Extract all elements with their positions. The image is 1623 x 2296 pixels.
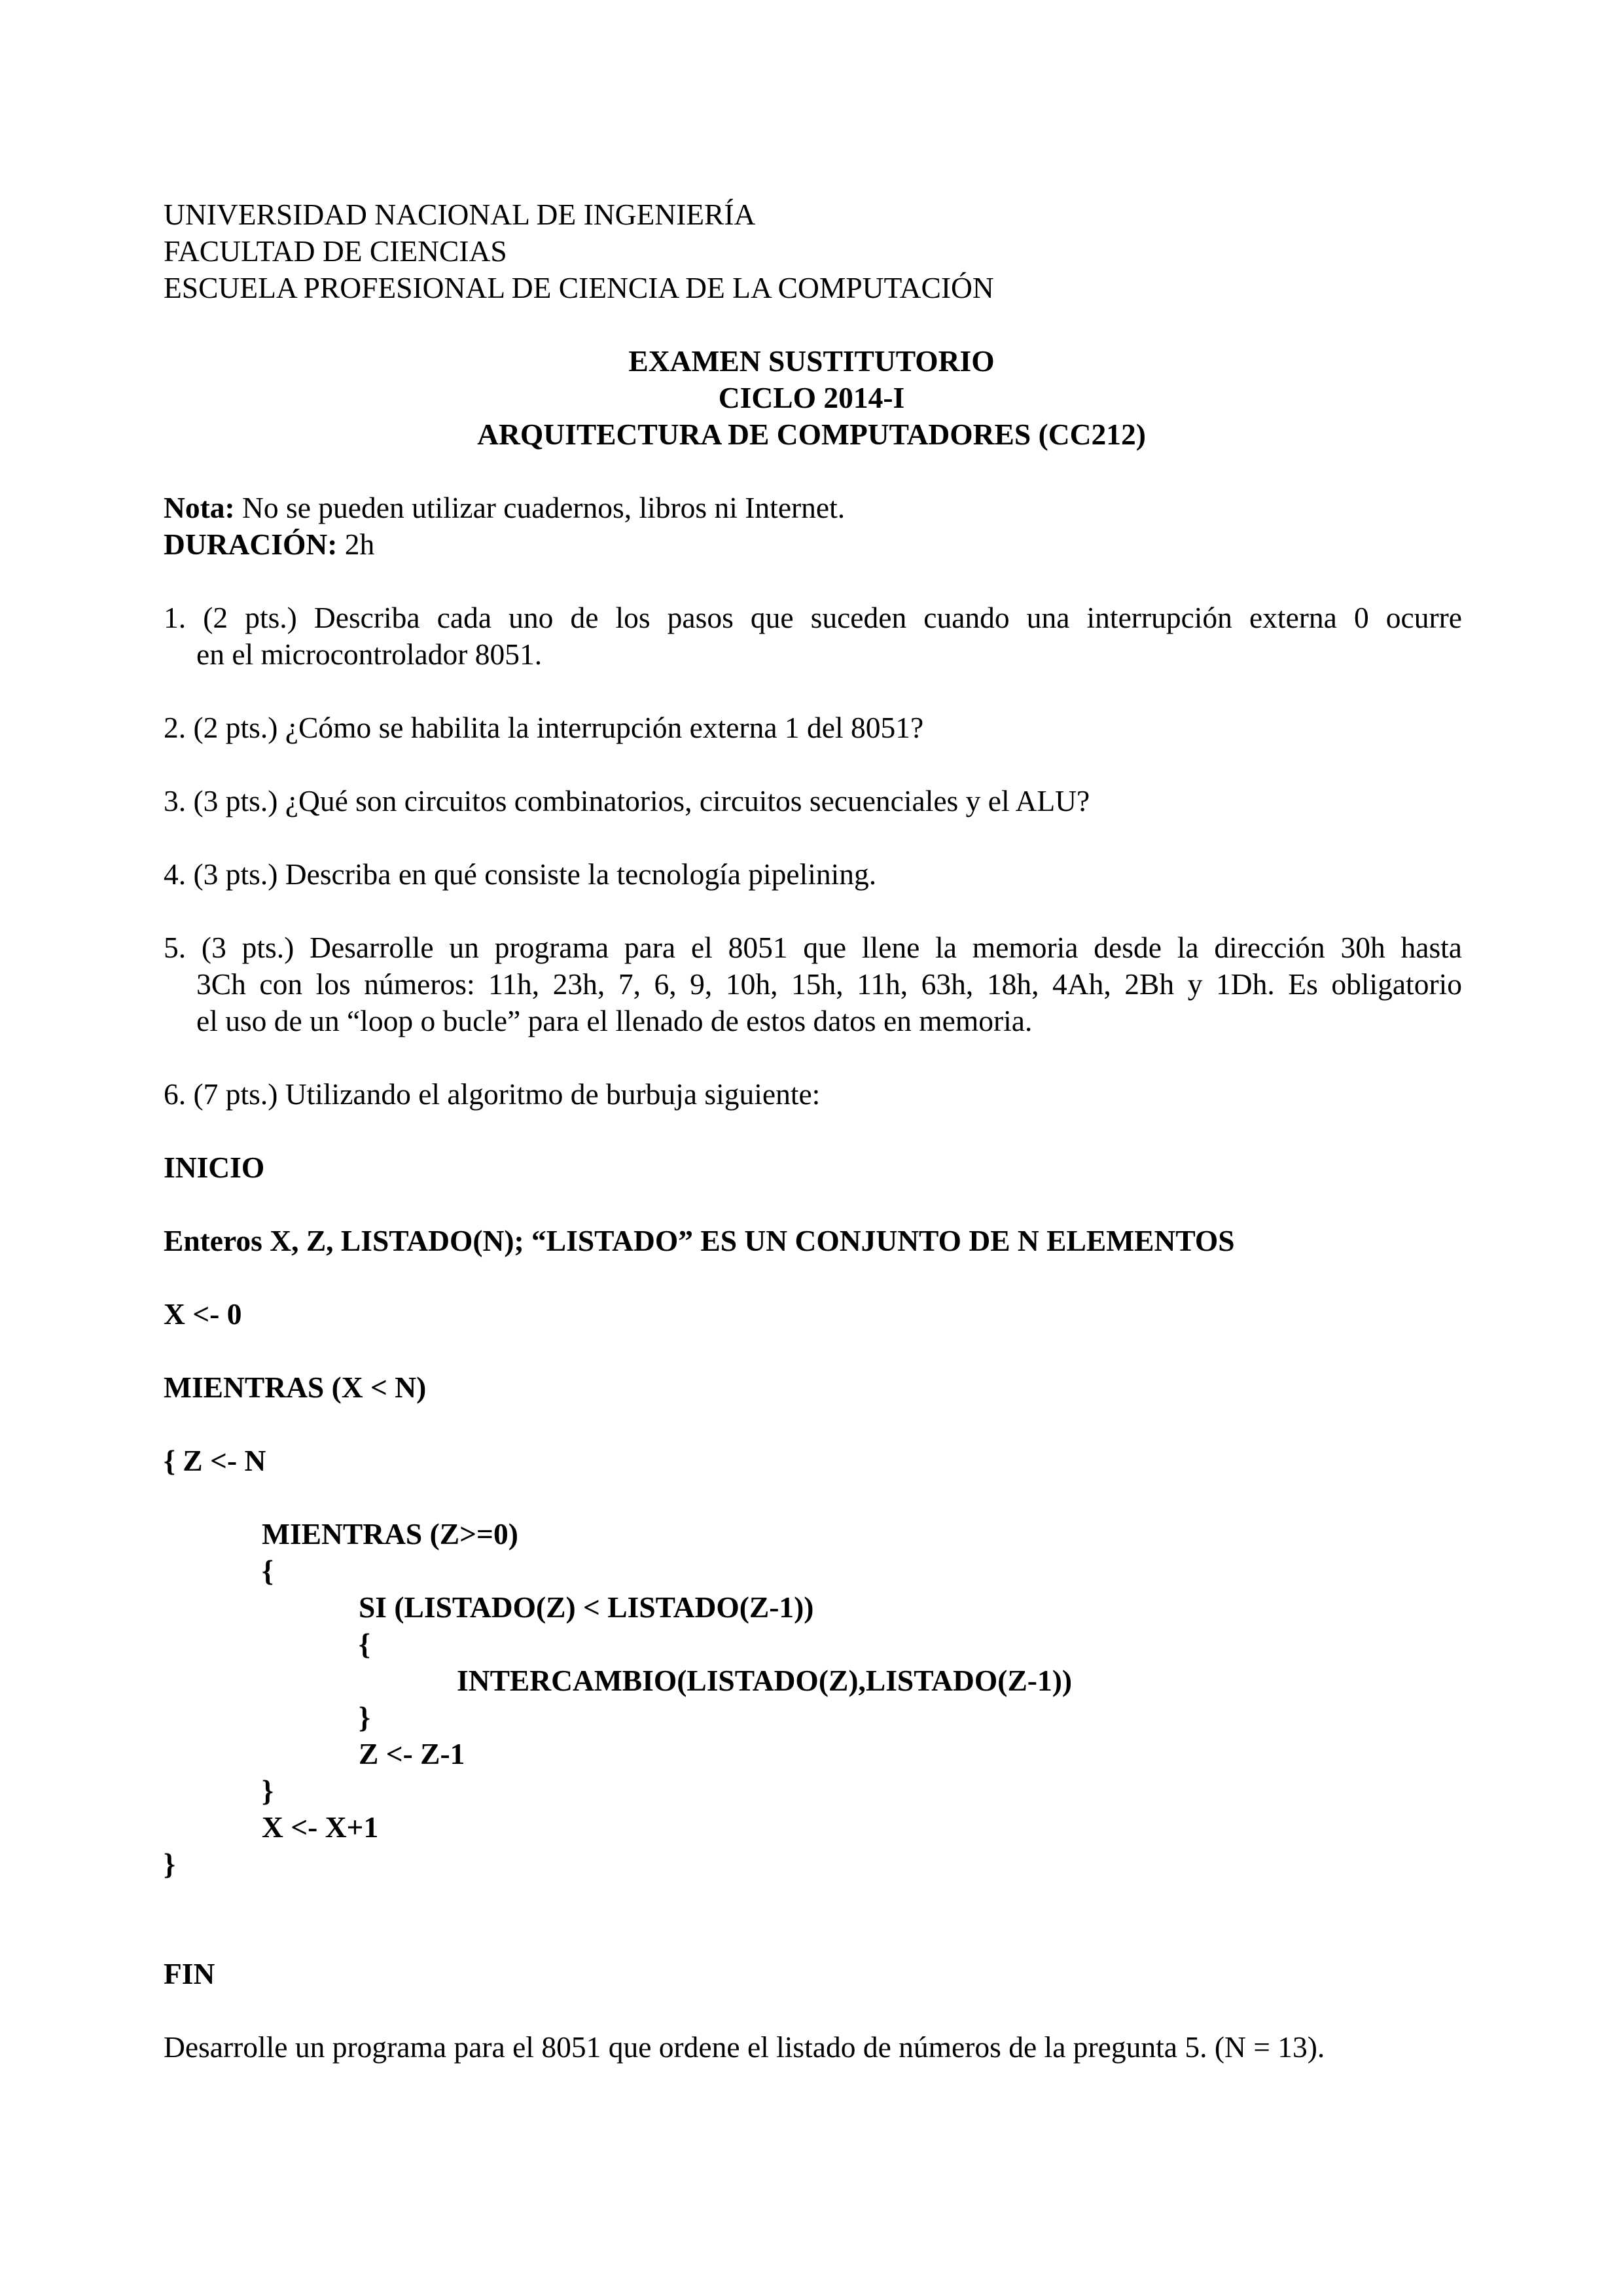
question-3: 3. (3 pts.) ¿Qué son circuitos combinatorios, circuitos secuenciales y el ALU?	[164, 784, 1090, 817]
algorithm-line: X <- X+1	[262, 1810, 379, 1844]
algorithm-line: FIN	[164, 1957, 215, 1990]
question-1-line-2: en el microcontrolador 8051.	[196, 637, 543, 671]
algorithm-line: MIENTRAS (X < N)	[164, 1371, 427, 1404]
exam-title: EXAMEN SUSTITUTORIO	[628, 344, 995, 378]
algorithm-line: MIENTRAS (Z>=0)	[262, 1517, 518, 1551]
school-name: ESCUELA PROFESIONAL DE CIENCIA DE LA COMPUTACIÓN	[164, 271, 994, 304]
exam-cycle: CICLO 2014-I	[718, 381, 905, 414]
faculty-name: FACULTAD DE CIENCIAS	[164, 234, 507, 268]
algorithm-line: { Z <- N	[164, 1444, 266, 1477]
algorithm-line: {	[359, 1627, 370, 1660]
algorithm-line: INICIO	[164, 1151, 265, 1184]
algorithm-line: }	[164, 1847, 175, 1880]
question-6: 6. (7 pts.) Utilizando el algoritmo de burbuja siguiente:	[164, 1077, 821, 1111]
question-5-line-2: 3Ch con los números: 11h, 23h, 7, 6, 9, 10h, 15h, 11h, 63h, 18h, 4Ah, 2Bh y 1Dh. Es obligatorio	[196, 967, 1462, 1001]
final-instruction: Desarrolle un programa para el 8051 que ordene el listado de números de la pregunta 5. (N = 13).	[164, 2030, 1325, 2064]
note-label: Nota:	[164, 491, 235, 524]
question-1-line-1: 1. (2 pts.) Describa cada uno de los pasos que suceden cuando una interrupción externa 0 ocurre	[164, 601, 1462, 634]
algorithm-line: INTERCAMBIO(LISTADO(Z),LISTADO(Z-1))	[457, 1664, 1072, 1697]
question-5-line-1: 5. (3 pts.) Desarrolle un programa para el 8051 que llene la memoria desde la dirección 30h hasta	[164, 931, 1462, 964]
question-4: 4. (3 pts.) Describa en qué consiste la tecnología pipelining.	[164, 857, 877, 891]
algorithm-line: Z <- Z-1	[359, 1737, 465, 1770]
algorithm-line: SI (LISTADO(Z) < LISTADO(Z-1))	[359, 1590, 814, 1624]
note-line	[164, 490, 845, 526]
duration-line	[164, 526, 374, 563]
algorithm-line: X <- 0	[164, 1297, 242, 1331]
course-title: ARQUITECTURA DE COMPUTADORES (CC212)	[477, 418, 1146, 451]
question-5-line-3: el uso de un “loop o bucle” para el llenado de estos datos en memoria.	[196, 1004, 1033, 1037]
algorithm-line: }	[359, 1700, 370, 1734]
algorithm-line: }	[262, 1774, 274, 1807]
note-text: No se pueden utilizar cuadernos, libros ni Internet.	[242, 491, 846, 524]
question-2: 2. (2 pts.) ¿Cómo se habilita la interrupción externa 1 del 8051?	[164, 711, 924, 744]
duration-value: 2h	[344, 528, 375, 561]
algorithm-line: Enteros X, Z, LISTADO(N); “LISTADO” ES UN CONJUNTO DE N ELEMENTOS	[164, 1224, 1235, 1257]
algorithm-line: {	[262, 1554, 274, 1587]
duration-label: DURACIÓN:	[164, 528, 338, 561]
university-name: UNIVERSIDAD NACIONAL DE INGENIERÍA	[164, 198, 756, 231]
